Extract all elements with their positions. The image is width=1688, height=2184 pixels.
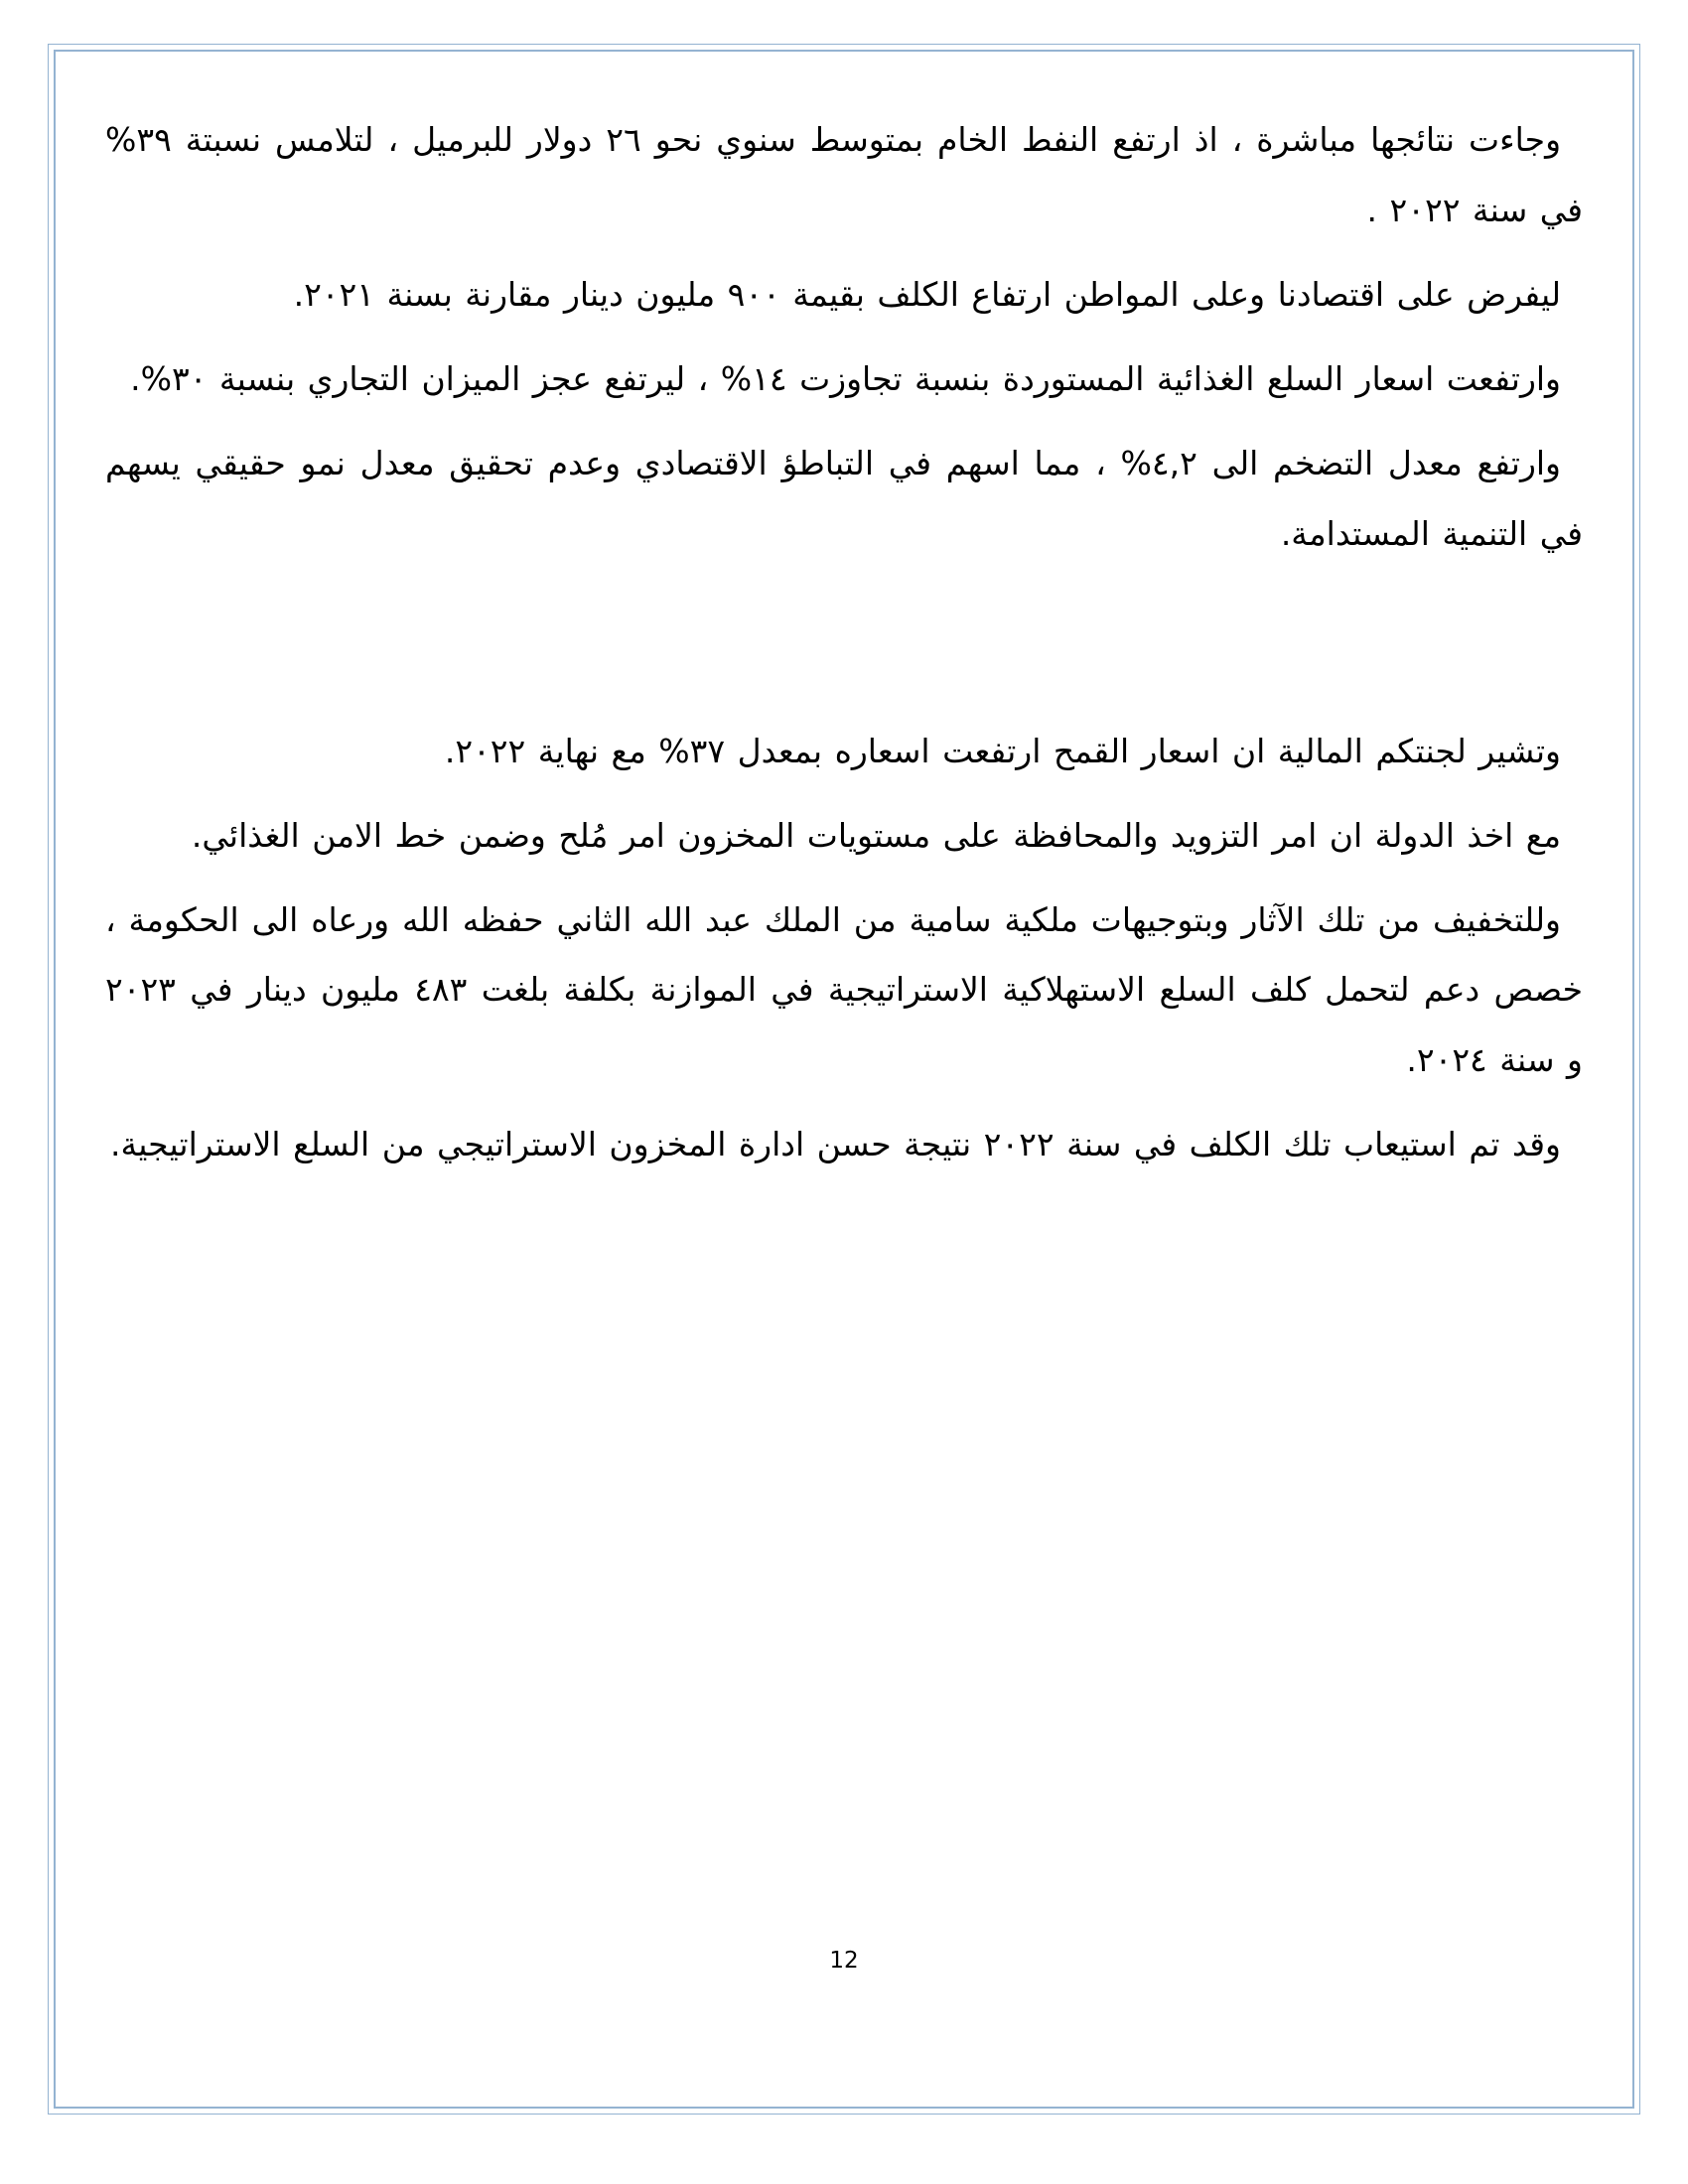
paragraph-inflation: وارتفع معدل التضخم الى ٤,٢% ، مما اسهم في التباطؤ الاقتصادي وعدم تحقيق معدل نمو حقيقي يسهم في التنمية المستدامة.: [105, 443, 1583, 553]
paragraph-cost-increase: ليفرض على اقتصادنا وعلى المواطن ارتفاع الكلف بقيمة ٩٠٠ مليون دينار مقارنة بسنة ٢٠٢١.: [293, 274, 1561, 314]
paragraph-supply-stock: مع اخذ الدولة ان امر التزويد والمحافظة على مستويات المخزون امر مُلح وضمن خط الامن الغذائي.: [191, 815, 1561, 855]
paragraph-cost-absorption: وقد تم استيعاب تلك الكلف في سنة ٢٠٢٢ نتيجة حسن ادارة المخزون الاستراتيجي من السلع الاستراتيجية.: [110, 1125, 1561, 1164]
paragraph-royal-directives: وللتخفيف من تلك الآثار وبتوجيهات ملكية سامية من الملك عبد الله الثاني حفظه الله ورعاه الى الحكومة ، خصص دعم لتحمل كلف السلع الاستهلاكية الاستراتيجية في الموازنة بكلفة بلغت ٤٨٣ مليون دينار في ٢٠٢٣ و سنة ٢٠٢٤.: [105, 899, 1583, 1080]
paragraph-food-imports: وارتفعت اسعار السلع الغذائية المستوردة بنسبة تجاوزت ١٤% ، ليرتفع عجز الميزان التجاري بنسبة ٣٠%.: [130, 358, 1561, 398]
paragraph-oil-price: وجاءت نتائجها مباشرة ، اذ ارتفع النفط الخام بمتوسط سنوي نحو ٢٦ دولار للبرميل ، لتلامس نسبتة ٣٩% في سنة ٢٠٢٢ .: [105, 120, 1583, 229]
paragraph-wheat-prices: وتشير لجنتكم المالية ان اسعار القمح ارتفعت اسعاره بمعدل ٣٧% مع نهاية ٢٠٢٢.: [444, 731, 1561, 770]
document-body: [48, 44, 1640, 2115]
page-number: 12: [829, 1948, 859, 1974]
